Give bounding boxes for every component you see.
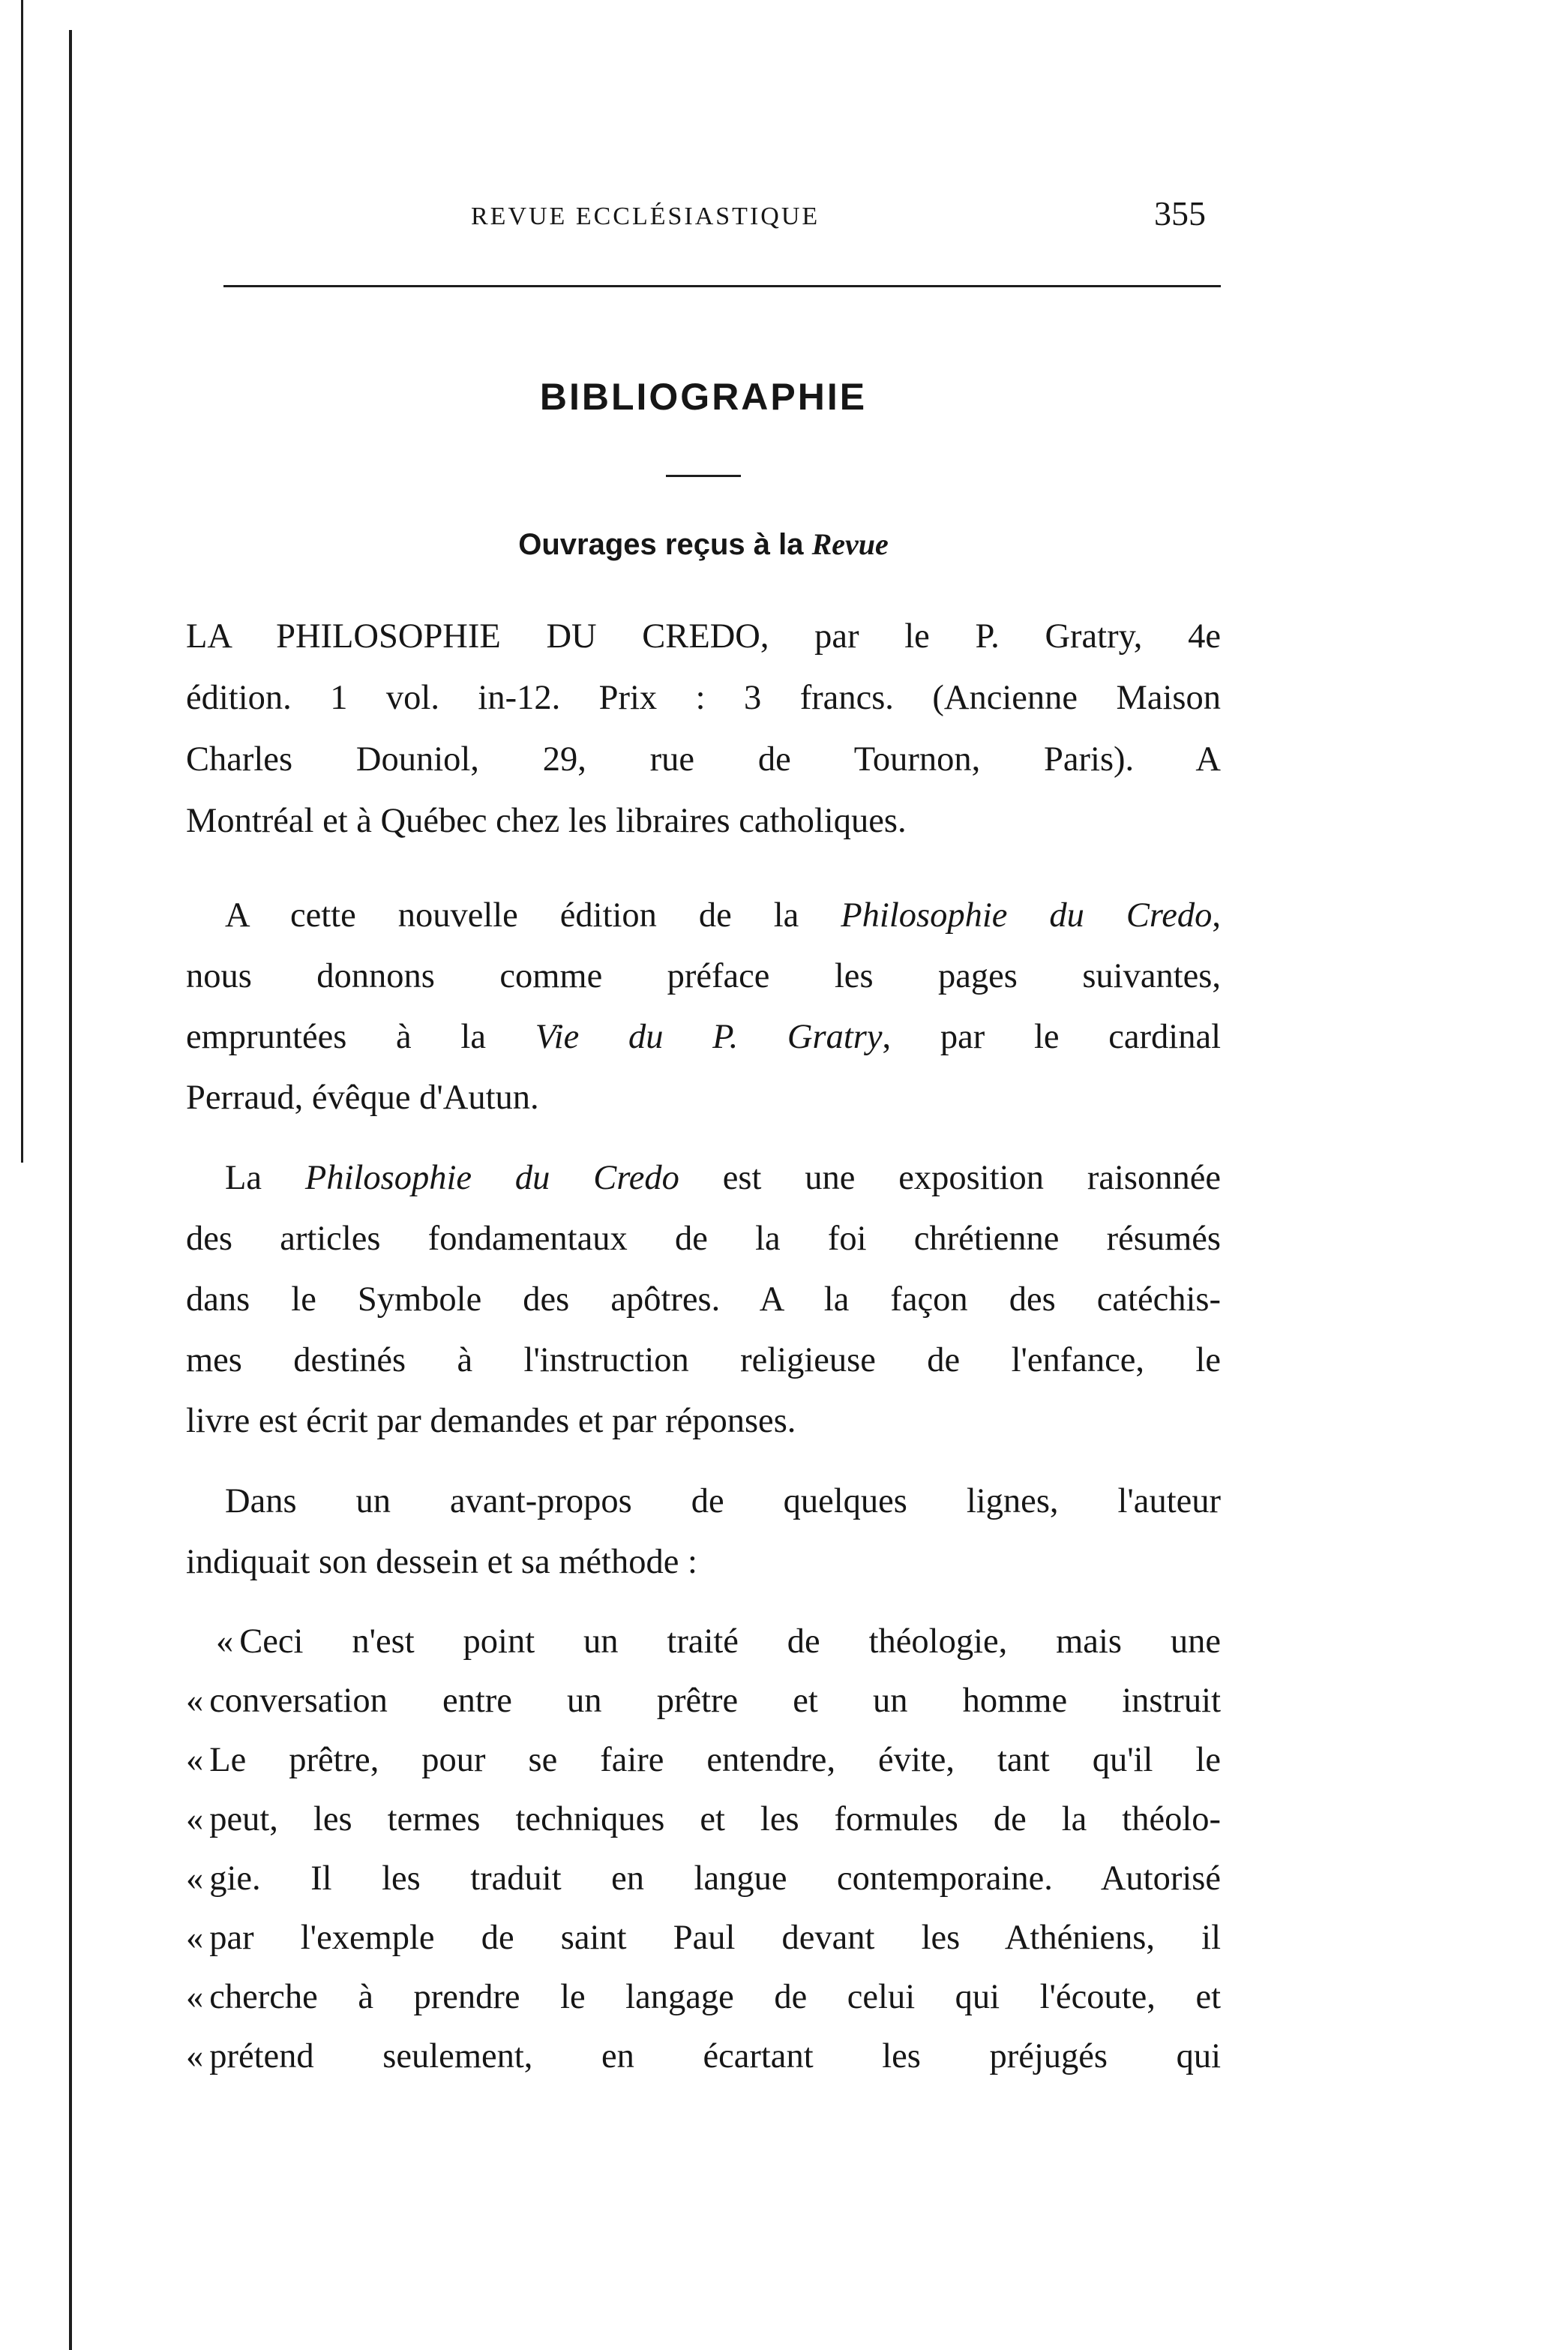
body-text <box>186 606 1221 2086</box>
entry-line: LA PHILOSOPHIE DU CREDO, par le P. Gratry, 4e <box>186 617 1221 656</box>
entry-line: édition. 1 vol. in-12. Prix : 3 francs. (Ancienne Maison <box>186 679 1221 717</box>
subheading-text: Ouvrages reçus à la <box>518 528 812 561</box>
entry-line: Charles Douniol, 29, rue de Tournon, Paris). A <box>186 740 1221 779</box>
quote-line: « Le prêtre, pour se faire entendre, évite, tant qu'il le <box>186 1741 1221 1779</box>
quote-line: « cherche à prendre le langage de celui qui l'écoute, et <box>186 1978 1221 2016</box>
paragraph-line: dans le Symbole des apôtres. A la façon des catéchis- <box>186 1280 1221 1319</box>
book-entry <box>186 606 1221 852</box>
paragraph <box>186 1148 1221 1451</box>
paragraph <box>186 1471 1221 1592</box>
paragraph-line: empruntées à la Vie du P. Gratry, par le cardinal <box>186 1018 1222 1056</box>
quote-line: « Ceci n'est point un traité de théologie, mais une <box>216 1622 1221 1661</box>
subheading-journal: Revue <box>811 527 889 561</box>
page-number: 355 <box>1154 194 1206 233</box>
subheading <box>186 527 1221 562</box>
book-title: Philosophie du Credo <box>841 896 1213 935</box>
paragraph-line: Perraud, évêque d'Autun. <box>186 1079 539 1117</box>
paragraph-line: mes destinés à l'instruction religieuse de l'enfance, le <box>186 1341 1221 1379</box>
paragraph-line: La Philosophie du Credo est une exposition raisonnée <box>225 1159 1222 1197</box>
quote-line: « par l'exemple de saint Paul devant les Athéniens, il <box>186 1919 1221 1957</box>
quote-line: « peut, les termes techniques et les formules de la théolo- <box>186 1800 1221 1838</box>
quote-line: « gie. Il les traduit en langue contemporaine. Autorisé <box>186 1859 1221 1898</box>
quote-line: « prétend seulement, en écartant les préjugés qui <box>186 2037 1221 2075</box>
header-rule <box>223 285 1221 287</box>
paragraph-line: Dans un avant-propos de quelques lignes, l'auteur <box>225 1482 1221 1520</box>
paragraph-line: des articles fondamentaux de la foi chrétienne résumés <box>186 1220 1221 1258</box>
paragraph-line: livre est écrit par demandes et par réponses. <box>186 1402 796 1440</box>
gutter-line <box>21 0 23 1163</box>
paragraph-line: nous donnons comme préface les pages suivantes, <box>186 957 1221 995</box>
section-title: BIBLIOGRAPHIE <box>539 376 868 418</box>
book-title: Vie du P. Gratry <box>535 1018 883 1056</box>
gutter-line <box>69 30 72 2350</box>
title-rule <box>666 475 741 477</box>
book-title: Philosophie du Credo <box>304 1159 679 1197</box>
paragraph-line: indiquait son dessein et sa méthode : <box>186 1543 697 1581</box>
paragraph <box>186 885 1221 1128</box>
quote-line: « conversation entre un prêtre et un homme instruit <box>186 1682 1221 1720</box>
entry-line: Montréal et à Québec chez les libraires catholiques. <box>186 802 907 840</box>
paragraph-line: A cette nouvelle édition de la Philosophie du Credo, <box>225 896 1222 935</box>
quotation <box>186 1612 1221 2086</box>
running-title: REVUE ECCLÉSIASTIQUE <box>471 203 820 230</box>
running-head <box>186 194 1221 242</box>
